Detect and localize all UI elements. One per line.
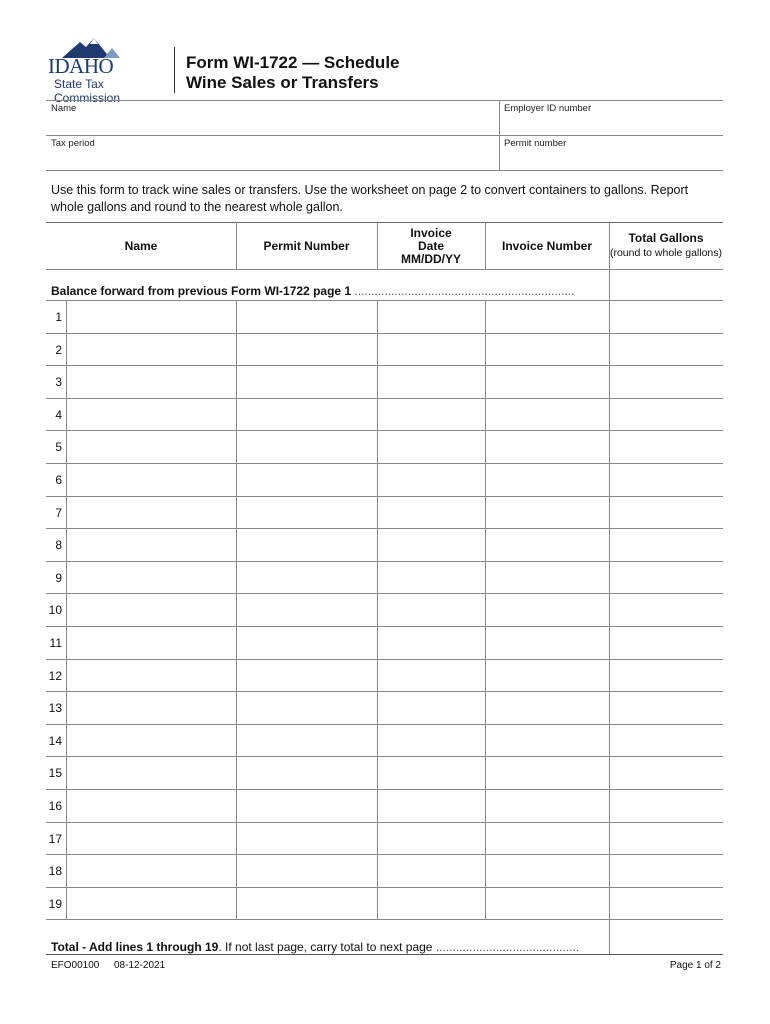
invoice-number-cell[interactable] (486, 724, 609, 757)
name-cell[interactable] (67, 430, 236, 463)
col-divider-total (609, 222, 610, 954)
invoice-number-cell[interactable] (486, 691, 609, 724)
form-title-line1: Form WI-1722 — Schedule (186, 53, 400, 72)
employer-id-label: Employer ID number (504, 103, 592, 114)
name-cell[interactable] (67, 398, 236, 431)
col-header-name: Name (124, 238, 158, 253)
logo-agency: State Tax Commission (54, 77, 121, 105)
row-number: 8 (55, 538, 62, 553)
invoice-number-cell[interactable] (486, 365, 609, 398)
permit-cell[interactable] (237, 756, 377, 789)
col-header-invoice-date: Invoice Date MM/DD/YY (401, 225, 461, 266)
name-cell[interactable] (67, 365, 236, 398)
form-code: EFO00100 (51, 960, 100, 971)
invoice-date-cell[interactable] (378, 789, 485, 822)
permit-number-label: Permit number (504, 138, 567, 149)
row-number: 13 (48, 701, 62, 716)
invoice-number-cell[interactable] (486, 300, 609, 333)
row-number: 5 (55, 440, 62, 455)
instructions-line1: Use this form to track wine sales or transfers. Use the worksheet on page 2 to convert containers to gallons. Report (51, 183, 689, 197)
name-cell[interactable] (67, 496, 236, 529)
total-gallons-cell[interactable] (610, 756, 723, 789)
name-cell[interactable] (67, 593, 236, 626)
row-number: 9 (55, 570, 62, 585)
name-label: Name (51, 103, 77, 114)
permit-cell[interactable] (237, 398, 377, 431)
name-cell[interactable] (67, 528, 236, 561)
invoice-date-cell[interactable] (378, 430, 485, 463)
page-number: Page 1 of 2 (669, 960, 721, 971)
permit-cell[interactable] (237, 593, 377, 626)
total-gallons-cell[interactable] (610, 463, 723, 496)
total-gallons-cell[interactable] (610, 496, 723, 529)
permit-cell[interactable] (237, 822, 377, 855)
total-gallons-cell[interactable] (610, 300, 723, 333)
invoice-date-cell[interactable] (378, 398, 485, 431)
total-gallons-cell[interactable] (610, 854, 723, 887)
invoice-date-cell[interactable] (378, 300, 485, 333)
name-cell[interactable] (67, 333, 236, 366)
invoice-number-cell[interactable] (486, 593, 609, 626)
invoice-number-cell[interactable] (486, 626, 609, 659)
total-label: Total - Add lines 1 through 19. If not last page, carry total to next page ........................................... (51, 940, 580, 954)
invoice-number-cell[interactable] (486, 463, 609, 496)
row-number: 7 (55, 505, 62, 520)
invoice-number-cell[interactable] (486, 496, 609, 529)
logo-wordmark: IDAHO (48, 54, 114, 78)
total-gallons-cell[interactable] (610, 398, 723, 431)
revision-date: 08-12-2021 (114, 960, 166, 971)
idaho-logo (46, 36, 171, 105)
permit-cell[interactable] (237, 528, 377, 561)
permit-cell[interactable] (237, 430, 377, 463)
table-bottom-rule (46, 954, 723, 955)
total-gallons-cell[interactable] (610, 822, 723, 855)
invoice-date-cell[interactable] (378, 561, 485, 594)
col-divider (485, 222, 486, 269)
permit-cell[interactable] (237, 887, 377, 920)
form-title (186, 53, 400, 93)
permit-cell[interactable] (237, 691, 377, 724)
name-cell[interactable] (67, 756, 236, 789)
instructions (51, 182, 721, 216)
invoice-date-cell[interactable] (378, 822, 485, 855)
invoice-number-cell[interactable] (486, 561, 609, 594)
invoice-date-cell[interactable] (378, 691, 485, 724)
invoice-date-cell[interactable] (378, 626, 485, 659)
invoice-date-cell[interactable] (378, 659, 485, 692)
invoice-number-cell[interactable] (486, 854, 609, 887)
permit-cell[interactable] (237, 333, 377, 366)
col-divider (66, 300, 67, 920)
invoice-number-cell[interactable] (486, 756, 609, 789)
name-cell[interactable] (67, 659, 236, 692)
total-gallons-field[interactable] (610, 920, 723, 954)
invoice-number-cell[interactable] (486, 659, 609, 692)
invoice-date-cell[interactable] (378, 724, 485, 757)
row-number: 16 (48, 799, 62, 813)
invoice-number-cell[interactable] (486, 887, 609, 920)
permit-cell[interactable] (237, 724, 377, 757)
invoice-date-cell[interactable] (378, 756, 485, 789)
invoice-date-cell[interactable] (378, 365, 485, 398)
name-field[interactable] (46, 100, 499, 135)
col-divider (377, 222, 378, 269)
total-gallons-cell[interactable] (610, 333, 723, 366)
row-number: 6 (55, 473, 62, 487)
balance-forward-label: Balance forward from previous Form WI-1722 page 1 .................................................................. (51, 284, 575, 298)
name-cell[interactable] (67, 854, 236, 887)
total-gallons-cell[interactable] (610, 528, 723, 561)
col-header-invoice-number: Invoice Number (501, 238, 593, 253)
row-number: 11 (49, 636, 62, 650)
name-cell[interactable] (67, 300, 236, 333)
invoice-date-cell[interactable] (378, 496, 485, 529)
row-number: 15 (48, 766, 62, 781)
permit-cell[interactable] (237, 626, 377, 659)
invoice-number-cell[interactable] (486, 528, 609, 561)
instructions-line2: whole gallons and round to the nearest whole gallon. (51, 200, 343, 214)
form-title-line2: Wine Sales or Transfers (186, 73, 379, 92)
total-gallons-cell[interactable] (610, 365, 723, 398)
row-number: 4 (55, 407, 62, 422)
permit-cell[interactable] (237, 561, 377, 594)
row-number: 1 (55, 310, 62, 324)
total-gallons-cell[interactable] (610, 789, 723, 822)
permit-cell[interactable] (237, 789, 377, 822)
employer-id-field[interactable] (500, 100, 723, 135)
invoice-number-cell[interactable] (486, 789, 609, 822)
col-divider (485, 300, 486, 920)
row-number: 12 (48, 668, 62, 683)
name-cell[interactable] (67, 724, 236, 757)
row-number: 19 (48, 896, 62, 911)
col-divider (236, 222, 237, 269)
total-gallons-cell[interactable] (610, 691, 723, 724)
permit-cell[interactable] (237, 300, 377, 333)
invoice-number-cell[interactable] (486, 430, 609, 463)
total-gallons-cell[interactable] (610, 724, 723, 757)
row-number: 2 (55, 342, 62, 357)
tax-period-label: Tax period (51, 138, 95, 149)
permit-cell[interactable] (237, 659, 377, 692)
row-number: 17 (48, 831, 62, 846)
total-gallons-cell[interactable] (610, 593, 723, 626)
invoice-date-cell[interactable] (378, 593, 485, 626)
permit-cell[interactable] (237, 496, 377, 529)
col-header-permit: Permit Number (263, 238, 350, 253)
invoice-date-cell[interactable] (378, 887, 485, 920)
header-bottom-rule (46, 170, 723, 171)
invoice-date-cell[interactable] (378, 463, 485, 496)
name-cell[interactable] (67, 561, 236, 594)
total-gallons-cell[interactable] (610, 561, 723, 594)
row-number: 18 (48, 864, 62, 879)
row-number: 10 (48, 603, 62, 618)
invoice-date-cell[interactable] (378, 854, 485, 887)
total-gallons-cell[interactable] (610, 887, 723, 920)
col-header-total-gallons: Total Gallons (round to whole gallons) (609, 231, 723, 259)
name-cell[interactable] (67, 789, 236, 822)
logo-divider (174, 47, 175, 93)
name-cell[interactable] (67, 463, 236, 496)
tax-period-field[interactable] (46, 135, 499, 170)
name-cell[interactable] (67, 691, 236, 724)
invoice-number-cell[interactable] (486, 333, 609, 366)
invoice-date-cell[interactable] (378, 528, 485, 561)
invoice-date-cell[interactable] (378, 333, 485, 366)
permit-number-field[interactable] (500, 135, 723, 170)
row-number: 3 (55, 375, 62, 390)
invoice-number-cell[interactable] (486, 822, 609, 855)
name-cell[interactable] (67, 887, 236, 920)
invoice-number-cell[interactable] (486, 398, 609, 431)
balance-forward-field[interactable] (610, 269, 723, 300)
total-gallons-cell[interactable] (610, 626, 723, 659)
name-cell[interactable] (67, 626, 236, 659)
total-gallons-cell[interactable] (610, 430, 723, 463)
name-cell[interactable] (67, 822, 236, 855)
permit-cell[interactable] (237, 463, 377, 496)
permit-cell[interactable] (237, 365, 377, 398)
col-divider (236, 300, 237, 920)
total-gallons-cell[interactable] (610, 659, 723, 692)
permit-cell[interactable] (237, 854, 377, 887)
row-number: 14 (48, 733, 62, 748)
col-divider (377, 300, 378, 920)
